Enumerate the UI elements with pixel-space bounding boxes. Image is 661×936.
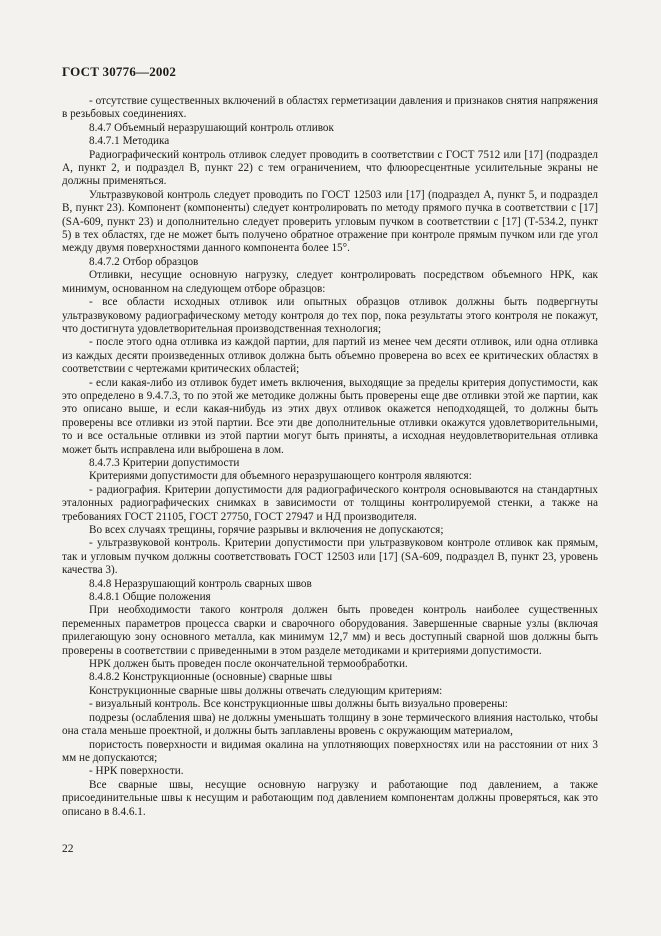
paragraph: - отсутствие существенных включений в областях герметизации давления и признаков снятия напряжения в резьбовых соединениях.: [62, 95, 598, 121]
paragraph: Ультразвуковой контроль следует проводить по ГОСТ 12503 или [17] (подраздел А, пункт 5, и подраздел В, пункт 23). Компонент (компоненты) следует контролировать по методу прямого пучка в соответствии с [17] (SA-609, пункт 23) и дополнительно следует проверить угловым пучком в соответствии с [17] (Т-534.2, пункт 5) в тех областях, где не может быть получено обратное отражение при контроле прямым пучком или где угол между двумя поверхностями данного компонента более 15°.: [62, 188, 598, 255]
list-item: - после этого одна отливка из каждой партии, для партий из менее чем десяти отливок, или одна отливка из каждых десяти произведенных отливок должна быть объемно проверена во всех ее критических областях в соответствии с чертежами критических областей;: [62, 336, 598, 376]
section-heading: 8.4.8.2 Конструкционные (основные) сварные швы: [89, 671, 333, 684]
page-number: 22: [62, 843, 74, 855]
paragraph: Критериями допустимости для объемного неразрушающего контроля являются:: [89, 470, 472, 483]
paragraph: подрезы (ослабления шва) не должны уменьшать толщину в зоне термического влияния настолько, чтобы она стала меньше проектной, и должны быть заплавлены вровень с окружающим материалом,: [62, 711, 598, 738]
document-body: [62, 95, 598, 819]
section-heading: 8.4.7.2 Отбор образцов: [89, 255, 199, 268]
document-header: ГОСТ 30776—2002: [62, 64, 177, 79]
list-item: - радиография. Критерии допустимости для радиографического контроля основываются на стандартных эталонных радиографических снимках в зависимости от толщины контролируемой стенки, а также на требованиях ГОСТ 21105, ГОСТ 27750, ГОСТ 27947 и НД производителя.: [62, 483, 598, 523]
paragraph: НРК должен быть проведен после окончательной термообработки.: [89, 658, 408, 671]
section-heading: 8.4.8 Неразрушающий контроль сварных швов: [89, 577, 312, 590]
paragraph: Отливки, несущие основную нагрузку, следует контролировать посредством объемного НРК, как минимум, основанном на следующем отборе образцов:: [62, 269, 598, 295]
section-heading: 8.4.7 Объемный неразрушающий контроль отливок: [89, 121, 334, 134]
paragraph: пористость поверхности и видимая окалина на уплотняющих поверхностях или на расстоянии от них 3 мм не допускаются;: [62, 738, 598, 764]
paragraph: Радиографический контроль отливок следует проводить в соответствии с ГОСТ 7512 или [17] (подраздел А, пункт 2, и подраздел В, пункт 22) с тем ограничением, что флюоресцентные усилительные экраны не должны применяться.: [62, 148, 598, 188]
section-heading: 8.4.8.1 Общие положения: [89, 591, 211, 604]
paragraph: При необходимости такого контроля должен быть проведен контроль наиболее существенных переменных параметров процесса сварки и сварочного оборудования. Завершенные сварные узлы (включая прилегающую зону основного металла, как минимум 12,7 мм) и весь доступный сварной шов должны быть проверены в соответствии с приведенными в этом разделе методиками и критериями допустимости.: [62, 604, 598, 657]
section-heading: 8.4.7.1 Методика: [89, 135, 170, 148]
section-heading: 8.4.7.3 Критерии допустимости: [89, 456, 240, 469]
paragraph: Во всех случаях трещины, горячие разрывы и включения не допускаются;: [89, 524, 444, 536]
paragraph: Все сварные швы, несущие основную нагрузку и работающие под давлением, а также присоединительные швы к несущим и работающим под давлением компонентам должны проверяться, как это описано в 8.4.6.1.: [62, 778, 598, 818]
list-item: - если какая-либо из отливок будет иметь включения, выходящие за пределы критерия допустимости, как это определено в 9.4.7.3, то по этой же методике должны быть проверены еще две отливки этой же партии, как это описано выше, и если какая-нибудь из этих двух отливок окажется неподходящей, то должны быть проверены все отливки из этой партии. Все эти две дополнительные отливки окажутся удовлетворительными, то и все остальные отливки из этой партии могут быть приняты, а исходная неудовлетворительная отливка может быть исправлена или выброшена в лом.: [62, 376, 598, 456]
list-item: - НРК поверхности.: [89, 765, 184, 778]
list-item: - визуальный контроль. Все конструкционные швы должны быть визуально проверены:: [89, 698, 508, 711]
paragraph: Конструкционные сварные швы должны отвечать следующим критериям:: [89, 684, 443, 697]
list-item: - все области исходных отливок или опытных образцов отливок должны быть подвергнуты ультразвуковому радиографическому методу контроля до тех пор, пока результаты этого контроля не покажут, что достигнута удовлетворительная производственная технология;: [62, 296, 598, 335]
list-item: - ультразвуковой контроль. Критерии допустимости при ультразвуковом контроле отливок как прямым, так и угловым пучком должны соответствовать ГОСТ 12503 или [17] (SA-609, подраздел В, пункт 23, уровень качества 3).: [62, 537, 598, 577]
